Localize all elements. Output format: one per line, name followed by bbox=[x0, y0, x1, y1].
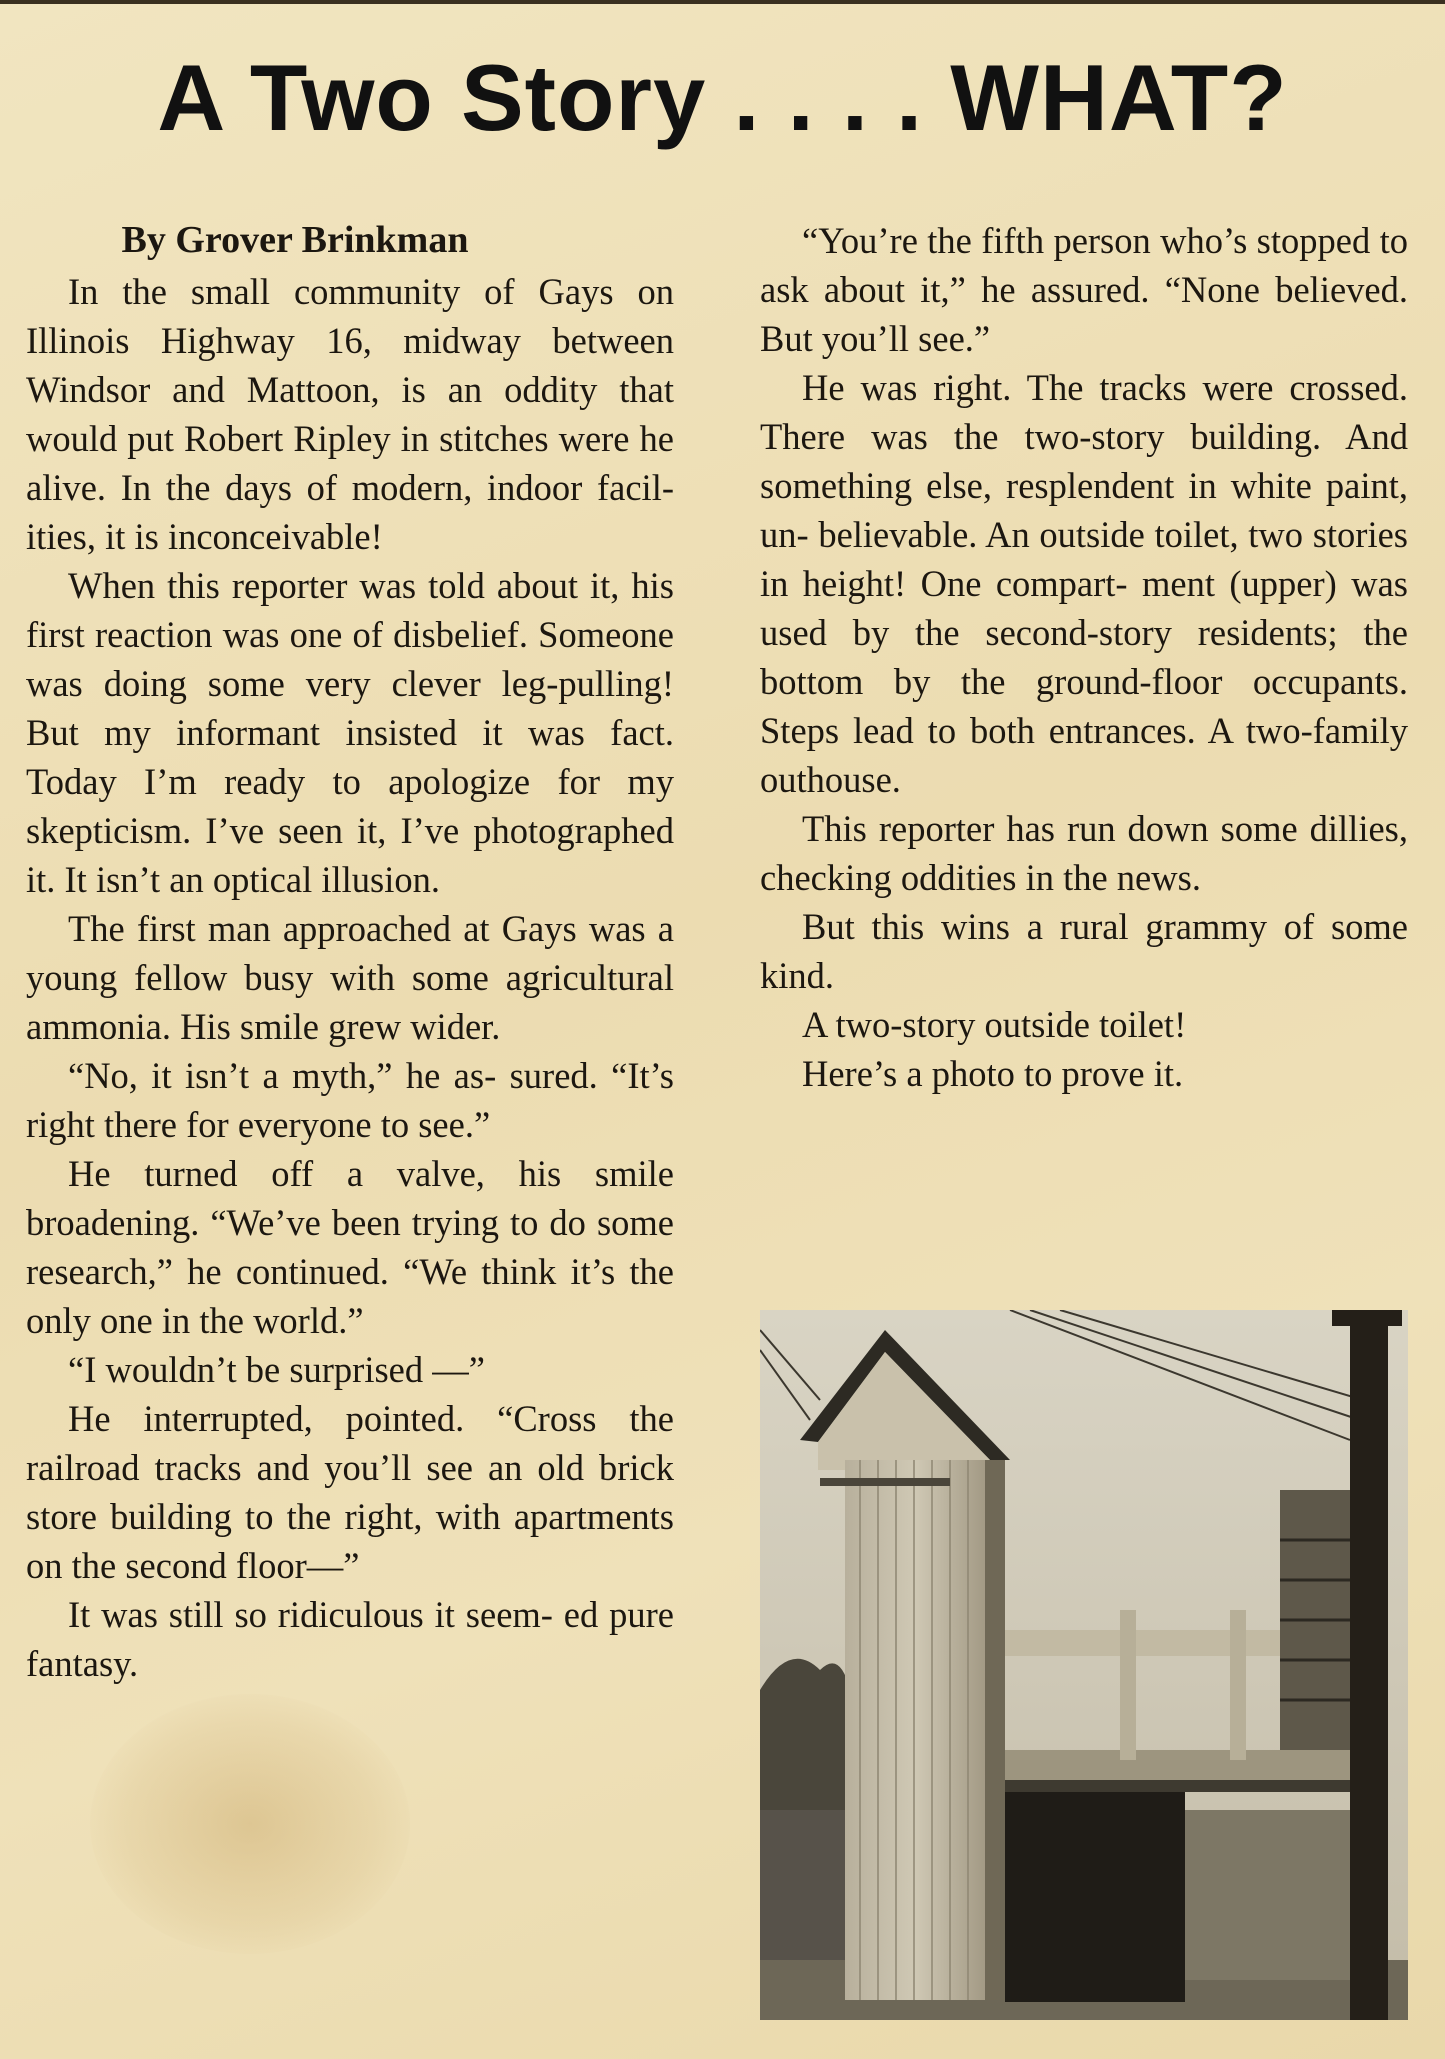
cross-board bbox=[820, 1478, 950, 1486]
paragraph: When this reporter was told about it, his first reaction was one of disbelief. Someone was doing some very clever leg-pulling! But my informant insisted it was fact. Today I’m ready to apologize for my skepticism. I’ve seen it, I’ve photographed it. It isn’t an optical illusion. bbox=[26, 565, 674, 900]
paper-stain bbox=[90, 1694, 410, 1954]
background-yard bbox=[1185, 1810, 1365, 1980]
headline: A Two Story . . . . WHAT? bbox=[157, 45, 1288, 150]
walkway-shadow bbox=[1005, 1780, 1385, 1792]
pole-crossarm bbox=[1332, 1310, 1402, 1326]
paragraph: He was right. The tracks were crossed. There was the two-story building. And something else, resplendent in white paint, un- believable. An outside toilet, two stories in height! One compart- ment (upper) was used by the second-story residents; the bottom by the ground-floor occupants. Steps lead to both entrances. A two-family outhouse. bbox=[760, 367, 1408, 800]
paragraph: A two-story outside toilet! bbox=[802, 1004, 1187, 1045]
outhouse-tower bbox=[845, 1460, 985, 2000]
paragraph: This reporter has run down some dillies, checking oddities in the news. bbox=[760, 808, 1408, 898]
railing-post bbox=[1230, 1610, 1246, 1760]
paragraph: “You’re the fifth person who’s stopped to ask about it,” he assured. “None believed. But you’ll see.” bbox=[760, 220, 1408, 359]
utility-pole bbox=[1350, 1310, 1388, 2020]
paragraph: In the small community of Gays on Illinois Highway 16, midway between Windsor and Mattoon, is an oddity that would put Robert Ripley in stitches were he alive. In the days of modern, indoor facil- ities, it is inconceivable! bbox=[26, 271, 674, 557]
railing-post bbox=[1120, 1610, 1136, 1760]
outhouse-photo bbox=[760, 1310, 1408, 2020]
paragraph: “No, it isn’t a myth,” he as- sured. “It’s right there for everyone to see.” bbox=[26, 1055, 674, 1145]
paragraph: “I wouldn’t be surprised —” bbox=[68, 1349, 485, 1390]
paragraph: He turned off a valve, his smile broadening. “We’ve been trying to do some research,” he continued. “We think it’s the only one in the world.” bbox=[26, 1153, 674, 1341]
byline: By Grover Brinkman bbox=[121, 219, 469, 261]
ground-entrance bbox=[1005, 1792, 1185, 2002]
paragraph: It was still so ridiculous it seem- ed pure fantasy. bbox=[26, 1594, 674, 1684]
photo-illustration bbox=[760, 1310, 1408, 2020]
tower-side bbox=[985, 1460, 1005, 2000]
paragraph: The first man approached at Gays was a young fellow busy with some agricultural ammonia. His smile grew wider. bbox=[26, 908, 674, 1047]
right-column bbox=[760, 216, 1408, 1098]
paragraph: But this wins a rural grammy of some kind. bbox=[760, 906, 1408, 996]
left-column bbox=[26, 216, 674, 1688]
walkway-deck bbox=[1005, 1750, 1385, 1780]
paragraph: He interrupted, pointed. “Cross the railroad tracks and you’ll see an old brick store building to the right, with apartments on the second floor—” bbox=[26, 1398, 674, 1586]
paragraph: Here’s a photo to prove it. bbox=[802, 1053, 1184, 1094]
